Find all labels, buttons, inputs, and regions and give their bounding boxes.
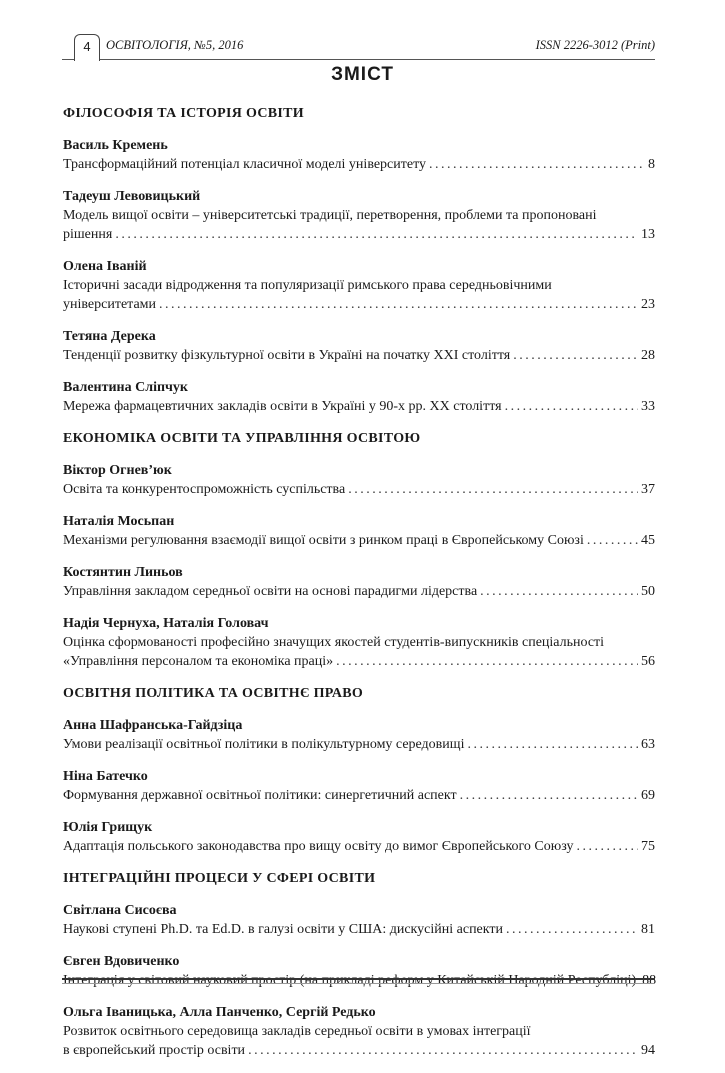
leader-dots <box>460 786 638 805</box>
leader-dots <box>248 1041 638 1060</box>
toc-section <box>63 104 655 416</box>
toc-entry[interactable] <box>63 952 655 990</box>
entry-title: Механізми регулювання взаємодії вищої освіти з ринком праці в Європейському Союзі <box>63 533 584 548</box>
entry-title-line: Історичні засади відродження та популяризації римського права середньовічними <box>63 278 552 293</box>
entry-title: Освіта та конкурентоспроможність суспільства <box>63 482 346 497</box>
table-of-contents <box>63 104 655 1073</box>
leader-dots <box>348 480 638 499</box>
entry-title-last-line <box>63 735 655 754</box>
leader-dots <box>587 531 638 550</box>
footer-rule-thin <box>62 983 655 984</box>
entry-title-line: Оцінка сформованості професійно значущих якостей студентів-випускників спеціальності <box>63 635 605 650</box>
leader-dots <box>506 920 638 939</box>
entry-title: Управління закладом середньої освіти на основі парадигми лідерства <box>63 584 478 599</box>
entry-title: Тенденції розвитку фізкультурної освіти в Україні на початку ХХІ століття <box>63 348 511 363</box>
entry-page-number: 88 <box>642 973 657 988</box>
entry-author: Василь Кремень <box>63 138 168 153</box>
entry-page-number: 28 <box>641 348 655 363</box>
toc-entry[interactable] <box>63 614 655 671</box>
entry-title: «Управління персоналом та економіка праці» <box>63 654 334 669</box>
entry-title-last-line <box>63 480 655 499</box>
toc-entry[interactable] <box>63 767 655 805</box>
toc-entry[interactable] <box>63 901 655 939</box>
entry-author: Євген Вдовиченко <box>63 954 180 969</box>
section-title: ІНТЕГРАЦІЙНІ ПРОЦЕСИ У СФЕРІ ОСВІТИ <box>63 871 376 886</box>
entry-title: Трансформаційний потенціал класичної моделі університету <box>63 157 427 172</box>
entry-page-number: 45 <box>641 533 655 548</box>
leader-dots <box>115 225 638 244</box>
header-rule <box>62 59 655 60</box>
entry-author: Ольга Іваницька, Алла Панченко, Сергій Редько <box>63 1005 376 1020</box>
entry-title-line: Модель вищої освіти – університетські традиції, перетворення, проблеми та пропоновані <box>63 208 597 223</box>
toc-entry[interactable] <box>63 818 655 856</box>
entry-page-number: 23 <box>641 297 655 312</box>
toc-entry[interactable] <box>63 378 655 416</box>
entry-title: Формування державної освітньої політики: синергетичний аспект <box>63 788 457 803</box>
leader-dots <box>429 155 645 174</box>
leader-dots <box>467 735 638 754</box>
leader-dots <box>159 295 638 314</box>
entry-author: Юлія Грищук <box>63 820 153 835</box>
entry-page-number: 56 <box>641 654 655 669</box>
toc-section <box>63 869 655 1060</box>
page-number: 4 <box>74 34 100 61</box>
footer-rule <box>62 978 655 980</box>
entry-title-line: Розвиток освітнього середовища закладів середньої освіти в умовах інтеграції <box>63 1024 531 1039</box>
journal-title: ОСВІТОЛОГІЯ, №5, 2016 <box>106 38 244 52</box>
entry-title: Інтеграція у світовий науковий простір (на прикладі реформ у Китайській Народній Республіці) <box>63 973 637 988</box>
toc-section <box>63 684 655 856</box>
entry-page-number: 81 <box>641 922 655 937</box>
page-title: ЗМІСТ <box>331 64 394 85</box>
entry-page-number: 13 <box>641 227 655 242</box>
entry-author: Тадеуш Левовицький <box>63 189 201 204</box>
entry-author: Ніна Батечко <box>63 769 148 784</box>
entry-title-last-line <box>63 295 655 314</box>
entry-page-number: 63 <box>641 737 655 752</box>
entry-title: Наукові ступені Ph.D. та Ed.D. в галузі освіти у США: дискусійні аспекти <box>63 922 504 937</box>
page-header <box>62 34 655 60</box>
entry-page-number: 33 <box>641 399 655 414</box>
leader-dots <box>505 397 638 416</box>
issn: ISSN 2226-3012 (Print) <box>535 38 655 52</box>
toc-entry[interactable] <box>63 512 655 550</box>
entry-author: Наталія Мосьпан <box>63 514 175 529</box>
leader-dots <box>336 652 638 671</box>
entry-author: Олена Іваній <box>63 259 147 274</box>
entry-page-number: 94 <box>641 1043 655 1058</box>
entry-author: Віктор Огнев’юк <box>63 463 172 478</box>
entry-title-last-line <box>63 652 655 671</box>
section-title: ОСВІТНЯ ПОЛІТИКА ТА ОСВІТНЄ ПРАВО <box>63 686 364 701</box>
entry-title: Мережа фармацевтичних закладів освіти в Україні у 90-х рр. ХХ століття <box>63 399 502 414</box>
entry-title: Адаптація польського законодавства про вищу освіту до вимог Європейського Союзу <box>63 839 574 854</box>
entry-title-last-line <box>63 1041 655 1060</box>
entry-author: Тетяна Дерека <box>63 329 156 344</box>
leader-dots <box>480 582 638 601</box>
entry-page-number: 69 <box>641 788 655 803</box>
toc-section <box>63 429 655 671</box>
toc-entry[interactable] <box>63 257 655 314</box>
entry-author: Світлана Сисоєва <box>63 903 177 918</box>
section-title: ФІЛОСОФІЯ ТА ІСТОРІЯ ОСВІТИ <box>63 106 304 121</box>
entry-title-last-line <box>63 531 655 550</box>
entry-page-number: 50 <box>641 584 655 599</box>
entry-title-last-line <box>63 971 655 990</box>
toc-entry[interactable] <box>63 1003 655 1060</box>
toc-entry[interactable] <box>63 327 655 365</box>
entry-title-last-line <box>63 582 655 601</box>
entry-title-last-line <box>63 397 655 416</box>
entry-title-last-line <box>63 786 655 805</box>
entry-author: Анна Шафранська-Гайдзіца <box>63 718 243 733</box>
toc-entry[interactable] <box>63 136 655 174</box>
toc-entry[interactable] <box>63 716 655 754</box>
entry-title-last-line <box>63 155 655 174</box>
leader-dots <box>576 837 638 856</box>
leader-dots <box>513 346 638 365</box>
section-title: ЕКОНОМІКА ОСВІТИ ТА УПРАВЛІННЯ ОСВІТОЮ <box>63 431 421 446</box>
entry-author: Надія Чернуха, Наталія Головач <box>63 616 269 631</box>
entry-page-number: 75 <box>641 839 655 854</box>
entry-page-number: 37 <box>641 482 655 497</box>
entry-title: рішення <box>63 227 113 242</box>
entry-title-last-line <box>63 346 655 365</box>
entry-title: університетами <box>63 297 157 312</box>
entry-author: Валентина Сліпчук <box>63 380 188 395</box>
entry-title: Умови реалізації освітньої політики в полікультурному середовищі <box>63 737 465 752</box>
entry-title-last-line <box>63 225 655 244</box>
toc-entry[interactable] <box>63 461 655 499</box>
entry-author: Костянтин Линьов <box>63 565 183 580</box>
entry-title-last-line <box>63 837 655 856</box>
entry-page-number: 8 <box>648 157 655 172</box>
entry-title: в європейський простір освіти <box>63 1043 246 1058</box>
entry-title-last-line <box>63 920 655 939</box>
toc-entry[interactable] <box>63 563 655 601</box>
toc-entry[interactable] <box>63 187 655 244</box>
